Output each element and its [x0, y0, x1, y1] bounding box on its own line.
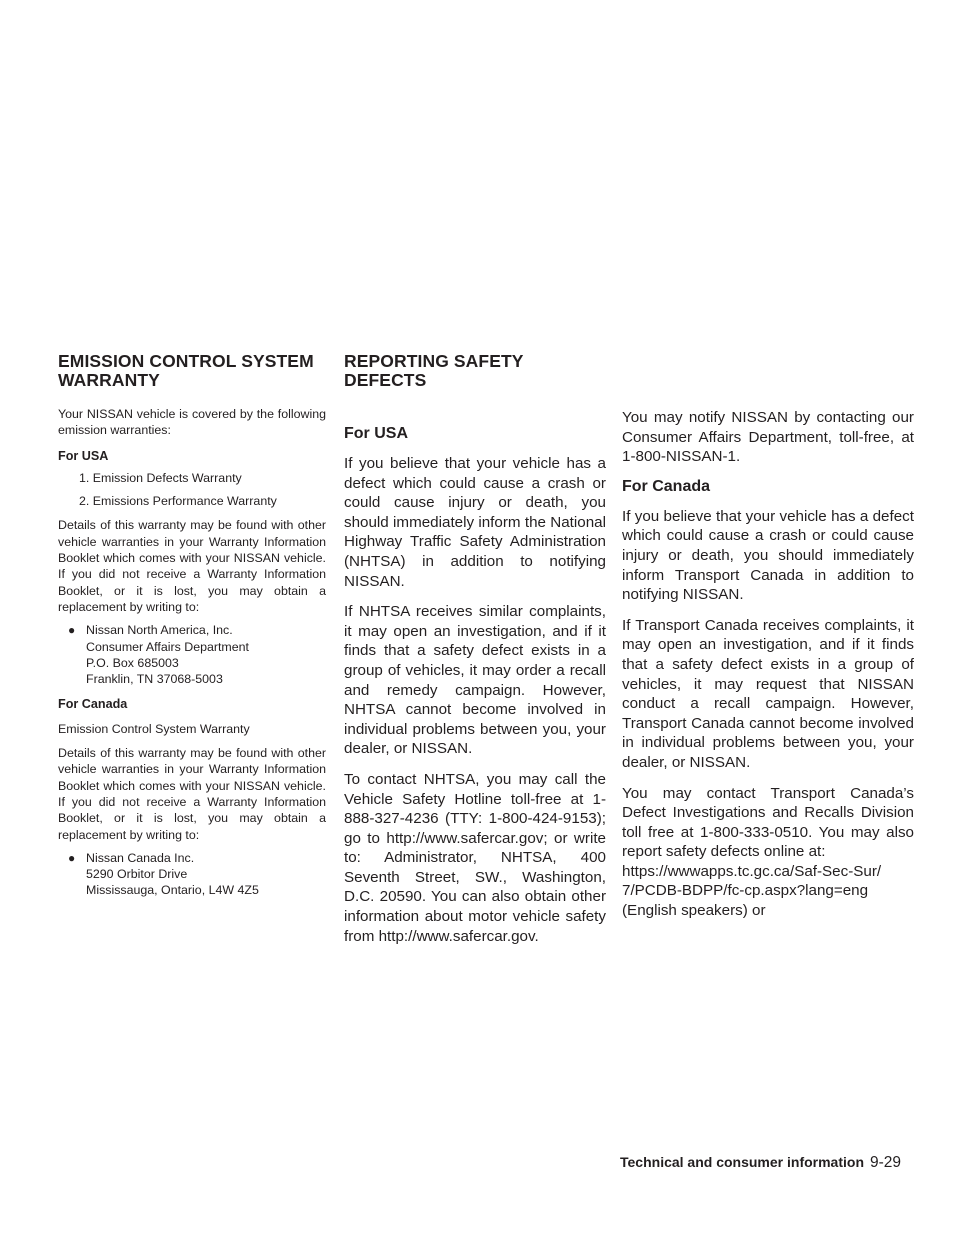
transport-canada-url-line-2: 7/PCDB-BDPP/fc-cp.aspx?lang=eng [622, 882, 869, 900]
right-paragraph-4: You may contact Transport Canada’s Defect Investigations and Recalls Division toll free at 1-800-333-0510. You may also report safety defects online at: [622, 784, 914, 861]
middle-paragraph-2: If NHTSA receives similar complaints, it may open an investigation, and if it finds that a safety defect exists in a group of vehicles, it may order a recall and remedy campaign. However, NHTSA cannot become involved in individual problems between you, your dealer, or NISSAN. [344, 603, 606, 758]
left-column [58, 352, 326, 899]
middle-paragraph-3: To contact NHTSA, you may call the Vehicle Safety Hotline toll-free at 1-888-327-4236 (TTY: 1-800-424-9153); go to http://www.safercar.gov; or write to: Administrator, NHTSA, 400 Seventh Street, SW., Washington, D.C. 20590. You can also obtain other information about motor vehicle safety from http://www.safercar.gov. [344, 770, 606, 945]
usa-warranty-list [58, 470, 326, 510]
address-line: Nissan Canada Inc. [86, 850, 195, 865]
bullet-icon: ● [68, 850, 76, 865]
usa-details-text: Details of this warranty may be found with other vehicle warranties in your Warranty Information Booklet which comes with your NISSAN vehicle. If you did not receive a Warranty Information Booklet, or it is lost, you may obtain a replacement by writing to: [58, 518, 326, 614]
canada-details-text: Details of this warranty may be found with other vehicle warranties in your Warranty Information Booklet which comes with your NISSAN vehicle. If you did not receive a Warranty Information Booklet, or it is lost, you may obtain a replacement by writing to: [58, 746, 326, 842]
right-paragraph-1: You may notify NISSAN by contacting our Consumer Affairs Department, toll-free, at 1-800-NISSAN-1. [622, 409, 914, 466]
right-paragraph-3: If Transport Canada receives complaints, it may open an investigation, and if it finds that a safety defect exists in a group of vehicles, it may request that NISSAN conduct a recall campaign. However, Transport Canada cannot become involved in individual problems between you, your dealer, or NISSAN. [622, 616, 914, 771]
usa-address [58, 622, 326, 687]
canada-address [58, 850, 326, 899]
canada-warranty-name: Emission Control System Warranty [58, 721, 250, 736]
intro-text: Your NISSAN vehicle is covered by the following emission warranties: [58, 407, 326, 438]
address-line: 5290 Orbitor Drive [86, 867, 188, 882]
address-line: Mississauga, Ontario, L4W 4Z5 [86, 883, 259, 898]
usa-subheading: For USA [58, 448, 109, 463]
right-paragraph-2: If you believe that your vehicle has a defect which could cause a crash or could cause injury or death, you should immediately inform Transport Canada in addition to notifying NISSAN. [622, 507, 914, 604]
right-column [622, 408, 914, 921]
heading-line-2: WARRANTY [58, 370, 160, 390]
emission-warranty-heading [58, 352, 326, 390]
address-line: Consumer Affairs Department [86, 639, 249, 654]
list-item: 2. Emissions Performance Warranty [79, 494, 277, 509]
address-line: Franklin, TN 37068-5003 [86, 672, 223, 687]
canada-reporting-subheading: For Canada [622, 477, 711, 495]
footer-section-title: Technical and consumer information [620, 1154, 865, 1170]
bullet-icon: ● [68, 623, 76, 638]
heading-line-1: EMISSION CONTROL SYSTEM [58, 351, 314, 371]
middle-usa-subheading: For USA [344, 425, 408, 442]
middle-paragraph-1: If you believe that your vehicle has a defect which could cause a crash or could cause injury or death, you should immediately inform the National Highway Traffic Safety Administration (NHTSA) in addition to notifying NISSAN. [344, 455, 606, 590]
middle-column [344, 352, 606, 946]
page-number: 9-29 [870, 1154, 902, 1171]
transport-canada-url-line-1: https://wwwapps.tc.gc.ca/Saf-Sec-Sur/ [622, 862, 882, 880]
safety-defects-heading: REPORTING SAFETY DEFECTS [344, 351, 524, 390]
url-language-note: (English speakers) or [622, 902, 766, 920]
address-line: Nissan North America, Inc. [86, 623, 233, 638]
list-item: 1. Emission Defects Warranty [79, 470, 242, 485]
page-footer [620, 1154, 916, 1172]
address-line: P.O. Box 685003 [86, 655, 179, 670]
canada-subheading: For Canada [58, 697, 128, 712]
